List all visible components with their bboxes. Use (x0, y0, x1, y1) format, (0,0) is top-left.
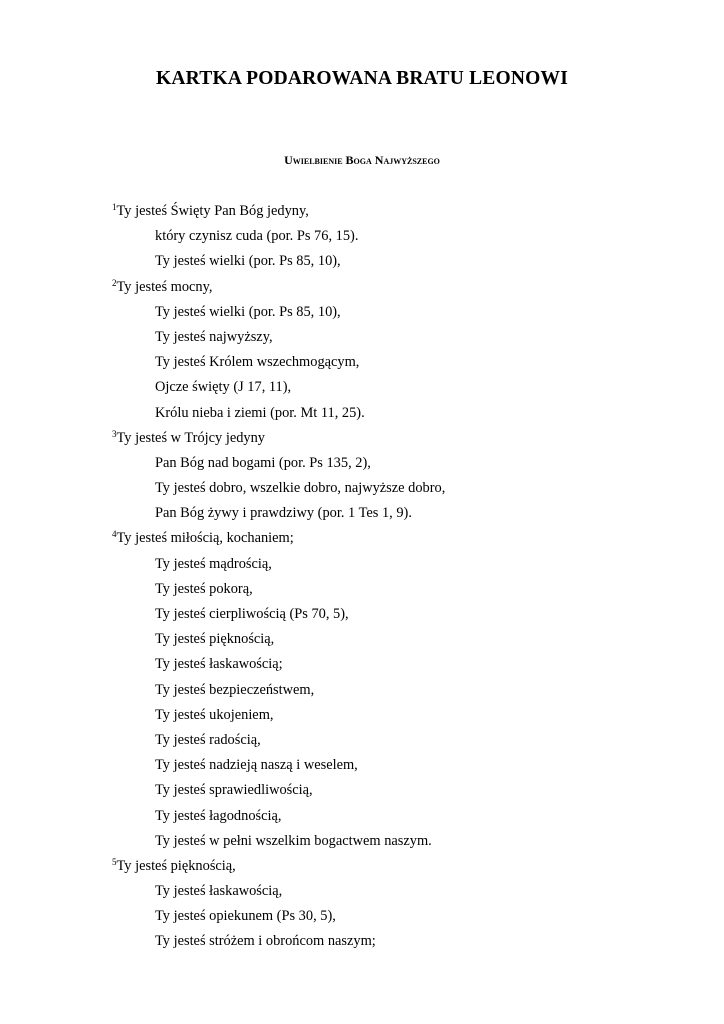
verse-text: Ty jesteś sprawiedliwością, (155, 782, 313, 799)
verse-text: Ty jesteś mocny, (116, 278, 213, 295)
verse-line (112, 753, 692, 778)
verse-text: Królu nieba i ziemi (por. Mt 11, 25). (155, 404, 365, 421)
verse-text: Ty jesteś radością, (155, 731, 261, 748)
verse-text: Ty jesteś pięknością, (155, 631, 275, 648)
verse-line (112, 678, 692, 703)
verse-text: Ty jesteś Królem wszechmogącym, (155, 354, 360, 371)
verse-line (112, 627, 692, 652)
verse-text: Ty jesteś stróżem i obrońcom naszym; (155, 933, 376, 950)
verse-text: Pan Bóg żywy i prawdziwy (por. 1 Tes 1, 9). (155, 505, 412, 522)
verse-line (112, 375, 692, 400)
verse-line (112, 879, 692, 904)
verse-line (112, 829, 692, 854)
verse-text: Ty jesteś opiekunem (Ps 30, 5), (155, 908, 336, 925)
verse-text: Ty jesteś pokorą, (155, 580, 253, 597)
verse-line (112, 350, 692, 375)
verse-line (112, 451, 692, 476)
verse-text: Ty jesteś Święty Pan Bóg jedyny, (116, 203, 309, 219)
verse-line (112, 552, 692, 577)
verse-text: Ty jesteś w pełni wszelkim bogactwem naszym. (155, 832, 432, 849)
verse-text: Ty jesteś w Trójcy jedyny (116, 429, 265, 446)
verse-text: Ojcze święty (J 17, 11), (155, 379, 292, 396)
verse-number: 3 (112, 428, 117, 439)
verse-number: 2 (112, 277, 117, 288)
verse-line (112, 249, 692, 274)
verse-number: 4 (112, 529, 117, 540)
verse-text: Ty jesteś wielki (por. Ps 85, 10), (155, 253, 341, 270)
section-subtitle: Uwielbienie Boga Najwyższego (284, 153, 440, 167)
verse-text: Ty jesteś miłością, kochaniem; (116, 530, 294, 547)
verse-text: Ty jesteś dobro, wszelkie dobro, najwyższe dobro, (155, 480, 446, 497)
verse-text: Ty jesteś najwyższy, (155, 328, 273, 345)
verse-text: Ty jesteś ukojeniem, (155, 706, 274, 723)
verse-line (112, 854, 692, 879)
verse-line (112, 904, 692, 929)
verse-line (112, 929, 692, 954)
verse-line (112, 501, 692, 526)
verse-text: Ty jesteś cierpliwością (Ps 70, 5), (155, 606, 349, 622)
verse-text: Ty jesteś łagodnością, (155, 807, 282, 824)
verse-line (112, 602, 692, 627)
verse-line (112, 199, 692, 224)
verse-line (112, 224, 692, 249)
verse-line (112, 325, 692, 350)
verse-text: który czynisz cuda (por. Ps 76, 15). (155, 228, 359, 245)
verse-line (112, 476, 692, 501)
verse-text: Ty jesteś łaskawością, (155, 883, 283, 900)
verse-text: Ty jesteś mądrością, (155, 555, 272, 572)
verse-text: Ty jesteś nadzieją naszą i weselem, (155, 757, 358, 774)
verse-text: Ty jesteś łaskawością; (155, 656, 283, 673)
verse-text: Ty jesteś bezpieczeństwem, (155, 681, 315, 698)
verse-number: 5 (112, 856, 117, 867)
page-title: KARTKA PODAROWANA BRATU LEONOWI (156, 68, 568, 89)
verse-number: 1 (112, 202, 117, 212)
verse-line (112, 577, 692, 602)
verse-line (112, 703, 692, 728)
verse-text: Ty jesteś pięknością, (116, 857, 236, 874)
verse-line (112, 804, 692, 829)
verse-line (112, 300, 692, 325)
verse-list (112, 199, 692, 955)
verse-line (112, 426, 692, 451)
verse-line (112, 401, 692, 426)
verse-line (112, 778, 692, 803)
verse-line (112, 652, 692, 677)
verse-line (112, 728, 692, 753)
verse-line (112, 275, 692, 300)
verse-line (112, 526, 692, 551)
verse-text: Pan Bóg nad bogami (por. Ps 135, 2), (155, 454, 371, 471)
verse-text: Ty jesteś wielki (por. Ps 85, 10), (155, 303, 341, 320)
